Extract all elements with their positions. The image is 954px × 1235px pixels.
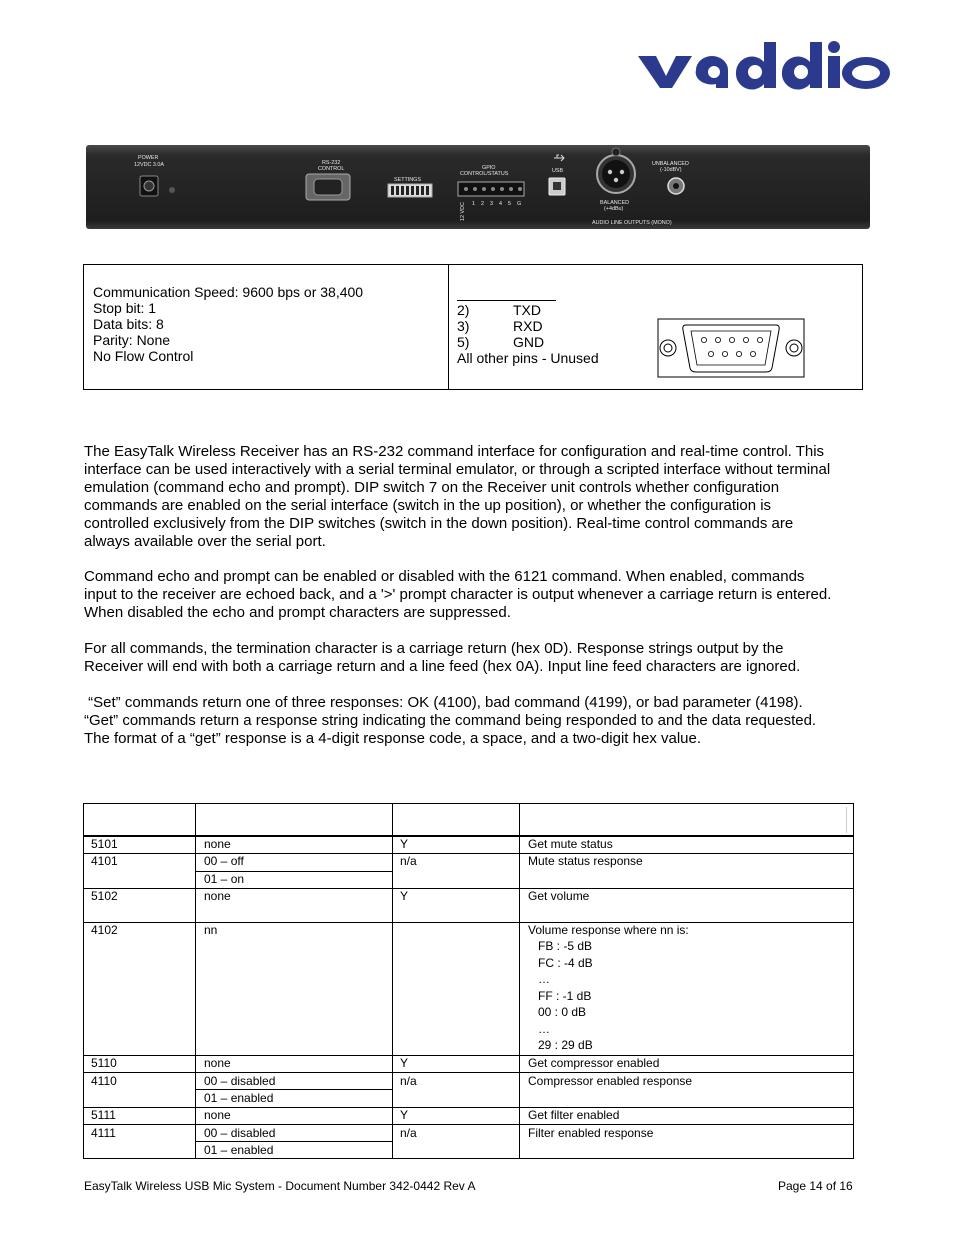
panel-usb-label: USB (552, 168, 564, 174)
cmd-code: 4111 (91, 1126, 116, 1140)
rs232-info-divider (448, 265, 449, 389)
table-subrow-rule (195, 1089, 392, 1090)
panel-unbalanced-level: (-10dBV) (660, 167, 682, 173)
cmd-code: 5111 (91, 1108, 116, 1122)
cmd-code: 4101 (91, 854, 118, 868)
panel-gpio-sub: CONTROL/STATUS (460, 171, 509, 177)
cmd-code: 5110 (91, 1056, 117, 1070)
paragraph-line: controlled exclusively from the DIP switches (switch in the down position). Real-time control commands are (84, 515, 794, 532)
cmd-param: 01 – enabled (204, 1091, 274, 1105)
cmd-desc: … (528, 972, 551, 986)
gpio-pin-4: 4 (499, 201, 502, 207)
cmd-param: 01 – enabled (204, 1143, 274, 1157)
cmd-flag: Y (400, 1108, 409, 1122)
paragraph-line: interface can be used interactively with a serial terminal emulator, or through a scripted interface without terminal (84, 461, 831, 478)
table-row-rule (83, 1055, 854, 1056)
cmd-param: nn (204, 923, 218, 937)
cmd-flag: Y (400, 889, 409, 903)
paragraph-line: always available over the serial port. (84, 533, 326, 550)
pin-number: 2) (457, 302, 470, 318)
cmd-param: 01 – on (204, 872, 245, 886)
pin-number: 5) (457, 334, 470, 350)
cmd-flag: n/a (400, 1074, 417, 1088)
footer-page-number: Page 14 of 16 (778, 1179, 853, 1193)
cmd-code: 5102 (91, 889, 118, 903)
cmd-desc: FB : -5 dB (528, 939, 593, 953)
footer-document-number: EasyTalk Wireless USB Mic System - Document Number 342-0442 Rev A (84, 1179, 476, 1193)
table-row-rule (83, 1107, 854, 1108)
cmd-flag: n/a (400, 854, 417, 868)
paragraph-line: Receiver will end with both a carriage return and a line feed (hex 0A). Input line feed characters are ignored. (84, 658, 801, 675)
cmd-desc: Get compressor enabled (528, 1056, 660, 1070)
table-border (83, 803, 854, 1159)
table-header-edge (846, 807, 847, 833)
cmd-desc: Compressor enabled response (528, 1074, 693, 1088)
table-row-rule (83, 1072, 854, 1073)
paragraph-line: Command echo and prompt can be enabled or disabled with the 6121 command. When enabled, commands (84, 568, 805, 585)
paragraph-line: When disabled the echo and prompt characters are suppressed. (84, 604, 511, 621)
dip-switch-icon (388, 184, 432, 197)
cmd-desc: FC : -4 dB (528, 956, 593, 970)
table-subrow-rule (195, 1141, 392, 1142)
cmd-desc: Volume response where nn is: (528, 923, 689, 937)
cmd-param: none (204, 889, 231, 903)
pinout-row (457, 302, 599, 318)
rs232-setting-speed: Communication Speed: 9600 bps or 38,400 (93, 284, 364, 300)
vaddio-logo (636, 40, 890, 90)
gpio-pin-1: 1 (472, 201, 475, 207)
paragraph-line: “Set” commands return one of three responses: OK (4100), bad command (4199), or bad parameter (4198). (84, 694, 803, 711)
table-col-rule (195, 803, 196, 1159)
table-row-rule (83, 853, 854, 854)
paragraph-responses (84, 694, 866, 748)
gpio-pin-5: 5 (508, 201, 511, 207)
cmd-desc: 00 : 0 dB (528, 1005, 587, 1019)
paragraph-command-echo (84, 568, 866, 622)
panel-gpio-label: GPIO (482, 165, 496, 171)
cmd-param: 00 – off (204, 854, 244, 868)
panel-rs232-sub: CONTROL (318, 166, 345, 172)
paragraph-line: For all commands, the termination character is a carriage return (hex 0D). Response strings output by the (84, 640, 784, 657)
pinout-row (457, 334, 599, 350)
cmd-param: 00 – disabled (204, 1074, 276, 1088)
pin-name: TXD (513, 302, 541, 318)
pinout-underline (457, 300, 556, 301)
cmd-code: 4102 (91, 923, 118, 937)
pin-number: 3) (457, 318, 470, 334)
cmd-param: none (204, 837, 231, 851)
panel-rs232-label: RS-232 (322, 160, 341, 166)
cmd-flag: Y (400, 1056, 409, 1070)
panel-settings-label: SETTINGS (394, 177, 421, 183)
cmd-desc: Get volume (528, 889, 590, 903)
paragraph-interface-overview (84, 443, 866, 551)
pin-name: GND (513, 334, 545, 350)
gpio-pin-12vdc: 12 VDC (460, 202, 466, 221)
command-table (83, 803, 854, 1159)
panel-power-rating: 12VDC 3.0A (134, 162, 164, 168)
paragraph-termination (84, 640, 866, 676)
cmd-desc: FF : -1 dB (528, 989, 592, 1003)
receiver-rear-panel (86, 145, 870, 229)
paragraph-line: commands are enabled on the serial interface (switch in the up position), or whether the configuration is (84, 497, 772, 514)
paragraph-line: emulation (command echo and prompt). DIP switch 7 on the Receiver unit controls whether configuration (84, 479, 780, 496)
panel-audio-outputs-label: AUDIO LINE OUTPUTS (MONO) (592, 220, 672, 226)
cmd-desc: 29 : 29 dB (528, 1038, 593, 1052)
table-row-rule (83, 922, 854, 923)
power-led-icon (169, 187, 175, 193)
panel-unbalanced-label: UNBALANCED (652, 161, 689, 167)
cmd-flag: Y (400, 837, 409, 851)
paragraph-line: “Get” commands return a response string indicating the command being responded to and the data requested. (84, 712, 817, 729)
gpio-pin-g: G (517, 201, 522, 207)
pinout-unused: All other pins - Unused (457, 350, 599, 366)
cmd-desc: Get mute status (528, 837, 613, 851)
paragraph-line: The EasyTalk Wireless Receiver has an RS-232 command interface for configuration and real-time control. This (84, 443, 825, 460)
paragraph-line: input to the receiver are echoed back, and a '>' prompt character is output whenever a carriage return is entered. (84, 586, 832, 603)
panel-balanced-label: BALANCED (600, 200, 630, 206)
vaddio-logo-mark (638, 41, 890, 89)
cmd-flag: n/a (400, 1126, 417, 1140)
rs232-settings (93, 284, 363, 364)
gpio-pin-3: 3 (490, 201, 493, 207)
pin-name: RXD (513, 318, 543, 334)
cmd-desc: Get filter enabled (528, 1108, 620, 1122)
table-row-rule (83, 1124, 854, 1125)
db9-connector-icon (652, 313, 810, 383)
cmd-param: none (204, 1108, 231, 1122)
rs232-pinout (457, 302, 599, 366)
gpio-pin-2: 2 (481, 201, 484, 207)
rs232-setting-parity: Parity: None (93, 332, 171, 348)
panel-power-label: POWER (138, 155, 159, 161)
table-col-rule (519, 803, 520, 1159)
rs232-info-box (83, 264, 863, 390)
rs232-setting-stop-bit: Stop bit: 1 (93, 300, 157, 316)
cmd-param: 00 – disabled (204, 1126, 276, 1140)
rs232-setting-data-bits: Data bits: 8 (93, 316, 164, 332)
rs232-setting-flow-control: No Flow Control (93, 348, 194, 364)
table-col-rule (392, 803, 393, 1159)
panel-balanced-level: (+4dBu) (604, 206, 624, 212)
cmd-desc: Filter enabled response (528, 1126, 654, 1140)
table-header-rule (83, 835, 854, 837)
cmd-code: 4110 (91, 1074, 117, 1088)
cmd-desc: Mute status response (528, 854, 643, 868)
cmd-param: none (204, 1056, 231, 1070)
cmd-desc: … (528, 1022, 551, 1036)
paragraph-line: The format of a “get” response is a 4-digit response code, a space, and a two-digit hex value. (84, 730, 702, 747)
table-row-rule (83, 888, 854, 889)
pinout-row (457, 318, 599, 334)
cmd-code: 5101 (91, 837, 118, 851)
